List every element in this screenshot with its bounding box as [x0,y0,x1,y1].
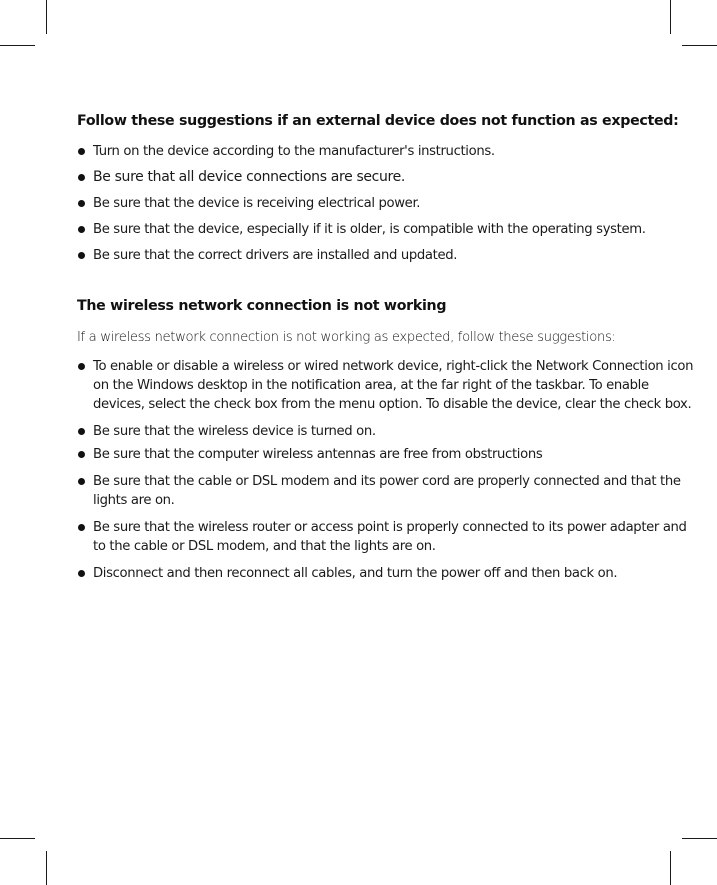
list-item-text: Be sure that the wireless device is turned on. [93,424,376,439]
bullet-icon [78,252,85,259]
external-device-heading: Follow these suggestions if an external device does not function as expected: [77,113,679,129]
wireless-heading: The wireless network connection is not working [77,298,447,314]
bullet-icon [78,363,85,370]
list-item-text: Be sure that the device, especially if it is older, is compatible with the operating system. [93,222,646,237]
list-item-text: To enable or disable a wireless or wired network device, right-click the Network Connection icon on the Windows desktop in the notification area, at the far right of the taskbar. To enable devices, select the check box from the menu option. To disable the device, clear the check box. [93,359,694,412]
page-content [77,110,697,587]
list-item [77,168,697,187]
list-item [77,472,697,510]
list-item [77,142,697,161]
list-item-text: Disconnect and then reconnect all cables, and turn the power off and then back on. [93,566,618,581]
list-item-text: Be sure that all device connections are secure. [93,169,405,185]
crop-mark-bottom-right-vertical [670,851,671,885]
list-item [77,422,697,441]
list-item [77,246,697,265]
list-item [77,357,697,414]
crop-mark-bottom-right-horizontal [682,838,717,839]
crop-mark-top-right-vertical [670,0,671,34]
crop-mark-bottom-left-horizontal [0,838,35,839]
bullet-icon [78,451,85,458]
wireless-section [77,295,697,583]
bullet-icon [78,200,85,207]
list-item-text: Be sure that the computer wireless antennas are free from obstructions [93,447,543,462]
external-device-list [77,142,697,265]
wireless-intro: If a wireless network connection is not working as expected, follow these suggestions: [77,330,616,345]
list-item-text: Be sure that the correct drivers are installed and updated. [93,248,458,263]
crop-mark-bottom-left-vertical [46,851,47,885]
list-item [77,564,697,583]
list-item [77,518,697,556]
crop-mark-top-left-vertical [46,0,47,34]
external-device-section [77,110,697,265]
wireless-list [77,357,697,583]
bullet-icon [78,478,85,485]
list-item [77,445,697,464]
bullet-icon [78,148,85,155]
list-item [77,194,697,213]
list-item-text: Be sure that the wireless router or access point is properly connected to its power adapter and to the cable or DSL modem, and that the lights are on. [93,520,687,554]
list-item-text: Turn on the device according to the manufacturer's instructions. [93,144,495,159]
list-item [77,220,697,239]
bullet-icon [78,174,85,181]
list-item-text: Be sure that the device is receiving electrical power. [93,196,421,211]
bullet-icon [78,570,85,577]
bullet-icon [78,428,85,435]
crop-mark-top-left-horizontal [0,45,35,46]
crop-mark-top-right-horizontal [682,45,717,46]
bullet-icon [78,226,85,233]
list-item-text: Be sure that the cable or DSL modem and its power cord are properly connected and that the lights are on. [93,474,681,508]
bullet-icon [78,524,85,531]
